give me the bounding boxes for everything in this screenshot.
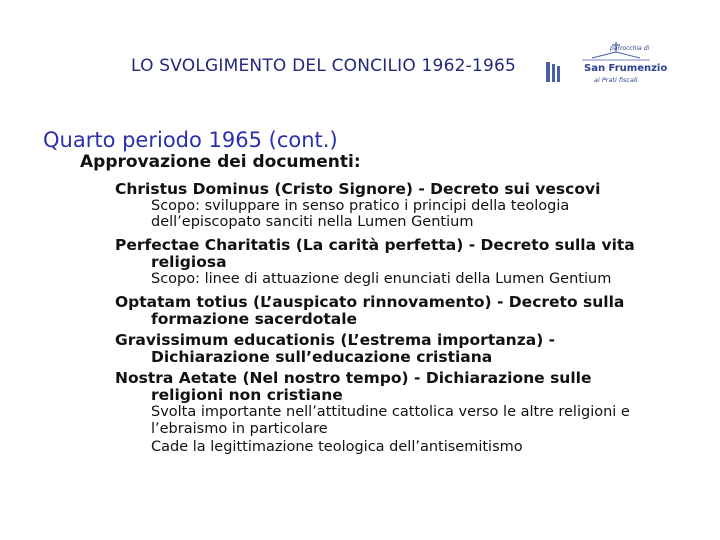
slide-title: LO SVOLGIMENTO DEL CONCILIO 1962-1965 xyxy=(131,56,516,76)
document-title-continued: religiosa xyxy=(151,253,227,271)
document-note: Svolta importante nell’attitudine cattolica verso le altre religioni e xyxy=(151,404,630,420)
document-note: l’ebraismo in particolare xyxy=(151,421,328,437)
subheading: Approvazione dei documenti: xyxy=(80,152,361,172)
document-note: Scopo: linee di attuazione degli enunciati della Lumen Gentium xyxy=(151,271,612,287)
logo-line-2: San Frumenzio xyxy=(584,63,668,74)
document-note: Cade la legittimazione teologica dell’antisemitismo xyxy=(151,439,523,455)
document-title: Perfectae Charitatis (La carità perfetta) - Decreto sulla vita xyxy=(115,236,635,254)
logo-line-3: ai Prati fiscali xyxy=(594,76,638,84)
document-title: Optatam totius (L’auspicato rinnovamento) - Decreto sulla xyxy=(115,293,625,311)
document-title-continued: formazione sacerdotale xyxy=(151,310,358,328)
section-title: Quarto periodo 1965 (cont.) xyxy=(43,128,338,152)
document-note: Scopo: sviluppare in senso pratico i principi della teologia xyxy=(151,198,570,214)
parish-logo xyxy=(542,40,668,96)
document-title-continued: Dichiarazione sull’educazione cristiana xyxy=(151,348,493,366)
document-note: dell’episcopato sanciti nella Lumen Gentium xyxy=(151,214,474,230)
document-title: Gravissimum educationis (L’estrema importanza) - xyxy=(115,331,556,349)
document-title: Nostra Aetate (Nel nostro tempo) - Dichiarazione sulle xyxy=(115,369,592,387)
logo-line-1: parrocchia di xyxy=(610,45,650,52)
document-title-continued: religioni non cristiane xyxy=(151,386,343,404)
document-title: Christus Dominus (Cristo Signore) - Decreto sui vescovi xyxy=(115,180,601,198)
